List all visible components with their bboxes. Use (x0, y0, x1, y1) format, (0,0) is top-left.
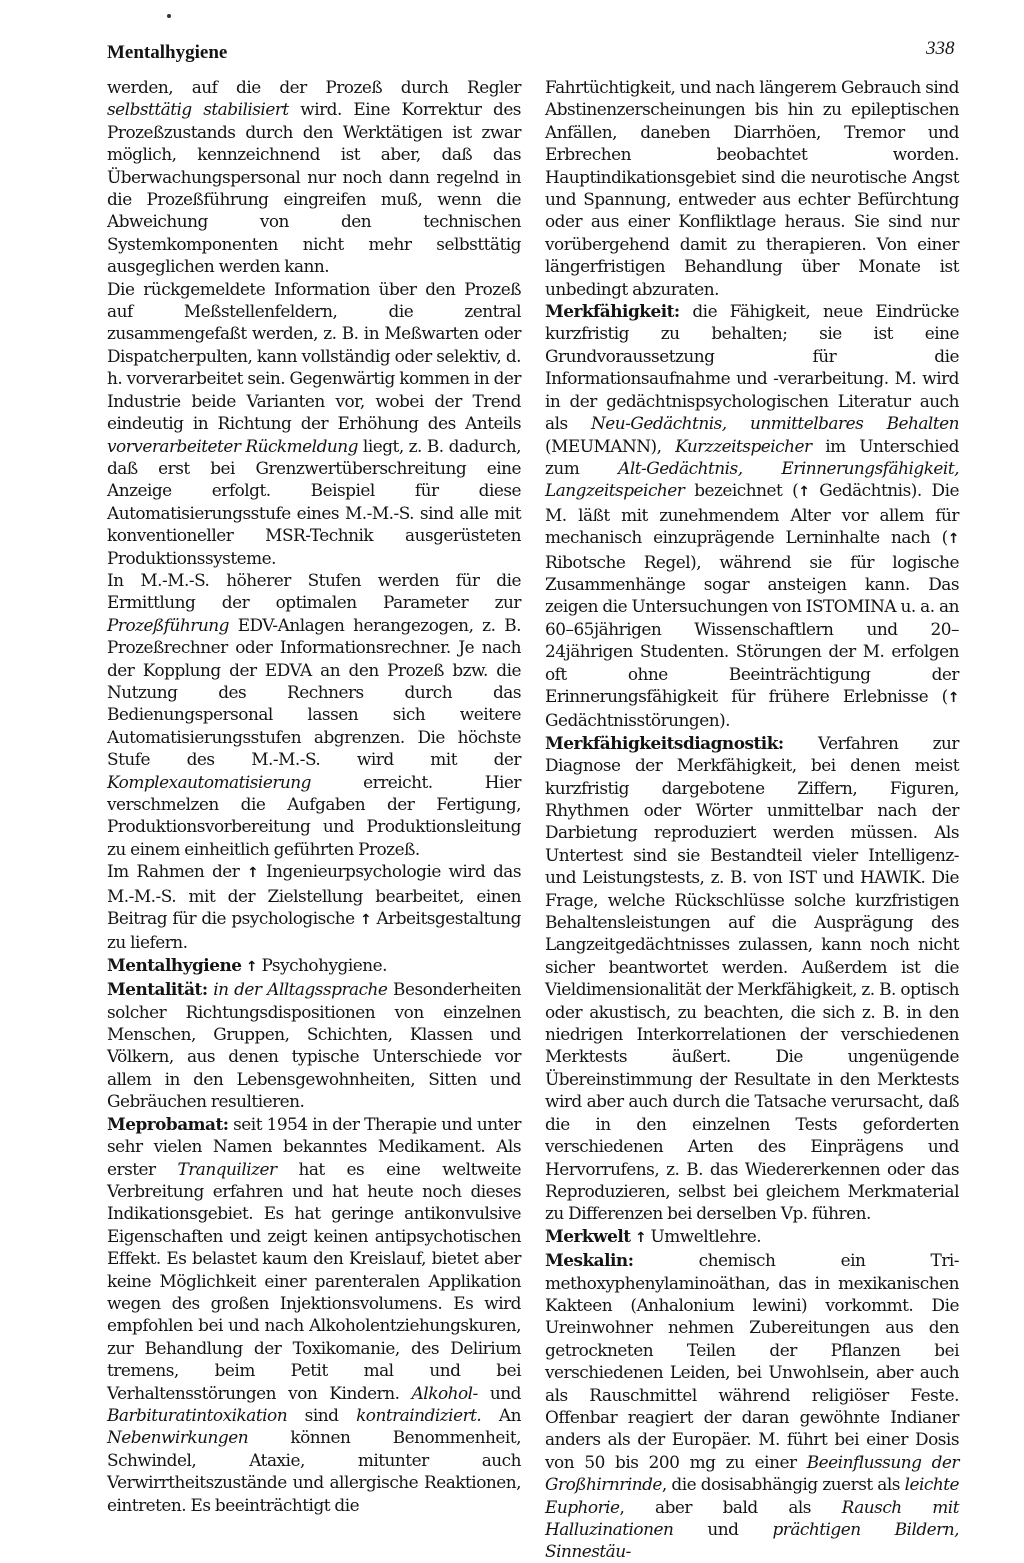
paragraph (545, 732, 959, 1225)
entry-headword: Mentalhygiene (107, 954, 242, 975)
text-run: können Benommenheit, Schwindel, Ataxie, mitunter auch Verwirrtheitszustände und allergische Reaktionen, eintreten. Es beeinträchtigt die (107, 1427, 521, 1515)
italic-term: Kurzzeitspeicher (675, 435, 812, 456)
text-run: und (477, 1382, 521, 1403)
text-run: hat es eine weltweite Verbreitung erfahren und hat heute noch dieses Indikationsgebiet. Es hat geringe antikonvulsive Eigenschaften und zeigt keinen antipsychotischen Effekt. Es belastet kaum den Kreislauf, bietet aber keine Möglichkeit einer parenteralen Applikation wegen des großen Injektionsvolumens. Es wird empfohlen bei und nach Alkoholentziehungskuren, zur Behandlung der Toxikomanie, des Delirium tremens, beim Petit mal und bei Verhaltensstörungen von Kindern. (107, 1158, 521, 1403)
text-run: (MEUMANN), (545, 435, 676, 456)
cross-reference-arrow-icon: ↑ (247, 865, 259, 882)
text-run: Die rückgemeldete Information über den Prozeß auf Meßstellenfeldern, die zentral zusammengefaßt werden, z. B. in Meßwarten oder Dispatcherpulten, kann vollständig oder selektiv, d. h. vorverarbeitet sein. Gegenwärtig kommen in der Industrie beide Varianten vor, wobei der Trend eindeutig in Richtung der Erhöhung des Anteils (107, 278, 521, 434)
paragraph (107, 978, 521, 1112)
italic-term: Komplexautomatisierung (107, 771, 311, 792)
text-run: chemisch ein Tri-methoxyphenylaminoäthan, das in mexikanischen Kakteen (Anhalonium lewini) vorkommt. Die Ureinwohner nehmen Zubereitungen aus den getrockneten Teilen der Pflanzen bei verschiedenen Leiden, bei Unwohlsein, aber auch als Rauschmittel während religiöser Feste. Offenbar reagiert der daran gewöhnte Indianer anders als der Europäer. M. führt bei einer Dosis von 50 bis 200 mg zu einer (545, 1250, 959, 1472)
running-head-word: Mentalhygiene (107, 42, 228, 63)
paragraph (107, 278, 521, 569)
text-run: Ingenieurpsychologie wird das M.-M.-S. mit der Zielstellung bearbeitet, einen Beitrag für die psychologische (107, 861, 521, 929)
cross-reference-arrow-icon: ↑ (245, 958, 258, 975)
italic-term: Nebenwirkungen (107, 1427, 249, 1448)
text-run: im Unterschied zum (545, 435, 959, 478)
paragraph (107, 860, 521, 954)
paragraph (545, 1225, 959, 1249)
paragraph (545, 76, 959, 300)
entry-headword: Mentalität: (107, 979, 208, 1000)
italic-term: kontraindiziert. (356, 1404, 482, 1425)
italic-term: leichte Euphorie (545, 1474, 959, 1517)
paragraph (107, 76, 521, 278)
text-run: sind (287, 1404, 357, 1425)
left-text-column (107, 76, 521, 1516)
text-run: wird. Eine Korrektur des Prozeßzustands durch den Werktätigen ist zwar möglich, kennzeichnend ist aber, daß das Überwachungspersonal nur noch dann regelnd in die Prozeßführung eingreifen muß, wenn die Abweichung von den technischen Systemkomponenten nicht mehr selbsttätig ausgeglichen werden kann. (107, 99, 521, 277)
paragraph (545, 1249, 959, 1563)
italic-term: vorverarbeiteter Rückmeldung (107, 435, 358, 456)
right-text-column (545, 76, 959, 1563)
text-run: Verfahren zur Diagnose der Merkfähigkeit, bei denen meist kurzfristig dargebotene Ziffern, Figuren, Rhythmen oder Wörter unmittelbar nach der Darbietung reproduziert werden müssen. Als Untertest sind sie Bestandteil vieler Intelligenz- und Leistungstests, z. B. von IST und HAWIK. Die Frage, welche Rückschlüsse solche kurzfristigen Behaltensleistungen auf die Ausprägung des Langzeitgedächtnisses zulassen, kann noch nicht sicher beantwortet werden. Außerdem ist die Vieldimensionalität der Merkfähigkeit, z. B. optisch oder akustisch, zu beachten, die sich z. B. in den niedrigen Interkorrelationen der verschiedenen Merktests äußert. Die ungenügende Übereinstimmung der Resultate in den Merktests wird aber auch durch die Tatsache verursacht, daß die in den einzelnen Tests geforderten verschiedenen Arten des Einprägens und Hervorrufens, z. B. das Wiedererkennen oder das Reproduzieren, selbst bei gleichem Merkmaterial zu Differenzen bei derselben Vp. führen. (545, 732, 959, 1224)
paragraph (107, 569, 521, 860)
text-run: Besonderheiten solcher Richtungsdispositionen von einzelnen Menschen, Gruppen, Schichten, Klassen und Völkern, aus denen typische Unterschiede vor allem in den Lebensgewohnheiten, Sitten und Gebräuchen resultieren. (107, 979, 521, 1112)
italic-term: selbsttätig stabilisiert (107, 99, 289, 120)
text-run: Psychohygiene. (257, 954, 387, 975)
text-run: liegt, z. B. dadurch, daß erst bei Grenzwertüberschreitung eine Anzeige erfolgt. Beispiel für diese Automatisierungsstufe eines M.-M.-S. sind alle mit konventioneller MSR-Technik ausgerüsteten Produktionssysteme. (107, 435, 521, 568)
text-run: , die dosisabhängig zuerst als (661, 1474, 905, 1495)
text-run: die Fähigkeit, neue Eindrücke kurzfristig zu behalten; sie ist eine Grundvoraussetzung für die Informationsaufnahme und -verarbeitung. M. wird in der gedächtnispsychologischen Literatur auch als (545, 301, 959, 434)
cross-reference-arrow-icon: ↑ (359, 912, 372, 929)
text-run: werden, auf die der Prozeß durch Regler (107, 77, 521, 97)
text-run: , aber bald als (619, 1496, 842, 1517)
italic-term: in der Alltagssprache (213, 979, 388, 1000)
text-run: bezeichnet ( (684, 480, 799, 501)
text-run: In M.-M.-S. höherer Stufen werden für die Ermittlung der optimalen Parameter zur (107, 569, 521, 613)
paragraph (545, 300, 959, 732)
text-run: Gedächtnis). Die M. läßt mit zunehmendem Alter vor allem für mechanisch einzuprägende Lerninhalte nach ( (545, 480, 959, 548)
italic-term: Alt-Gedächtnis, Erinnerungsfähigkeit, Langzeitspeicher (545, 457, 959, 501)
italic-term: Prozeßführung (107, 614, 229, 635)
italic-term: Barbituratintoxikation (107, 1404, 288, 1425)
cross-reference-arrow-icon: ↑ (947, 531, 959, 548)
text-run: Fahrtüchtigkeit, und nach längerem Gebrauch sind Abstinenzerscheinungen bis hin zu epileptischen Anfällen, daneben Diarrhöen, Tremor und Erbrechen beobachtet worden. Hauptindikationsgebiet sind die neurotische Angst und Spannung, entweder aus echter Befürchtung oder aus einer Konfliktlage heraus. Sie sind nur vorübergehend damit zu therapieren. Von einer längerfristigen Behandlung über Monate ist unbedingt abzuraten. (545, 77, 959, 299)
text-run: Gedächtnisstörungen). (545, 710, 731, 731)
text-run: seit 1954 in der Therapie und unter sehr vielen Namen bekanntes Medikament. Als erster (107, 1113, 521, 1179)
italic-term: Alkohol- (411, 1382, 478, 1403)
print-speck (167, 14, 171, 18)
text-run: Umweltlehre. (646, 1225, 762, 1246)
paragraph (107, 954, 521, 978)
cross-reference-arrow-icon: ↑ (634, 1229, 647, 1246)
text-run: EDV-Anlagen herangezogen, z. B. Prozeßrechner oder Informationsrechner. Je nach der Kopplung der EDVA an den Prozeß bzw. die Nutzung des Rechners durch das Bedienungspersonal lassen sich weitere Automatisierungsstufen abgrenzen. Die höchste Stufe des M.-M.-S. wird mit der (107, 614, 521, 770)
page-number: 338 (926, 38, 955, 59)
text-run: erreicht. Hier verschmelzen die Aufgaben der Fertigung, Produktionsvorbereitung und Produktionsleitung zu einem einheitlich geführten Prozeß. (107, 771, 521, 859)
italic-term: Tranquilizer (177, 1158, 277, 1179)
text-run: Im Rahmen der (107, 861, 248, 882)
text-run: Arbeitsgestaltung zu liefern. (107, 908, 521, 953)
entry-headword: Meprobamat: (107, 1113, 229, 1134)
entry-headword: Meskalin: (545, 1250, 634, 1271)
text-run: An (481, 1404, 521, 1425)
italic-term: Neu-Gedächtnis, unmittelbares Behalten (590, 413, 959, 434)
italic-term: Beeinflussung der Großhirnrinde (545, 1451, 959, 1495)
italic-term: Rausch mit Halluzinationen (545, 1496, 959, 1539)
entry-headword: Merkwelt (545, 1225, 631, 1246)
text-run: Ribotsche Regel), während sie für logische Zusammenhänge sogar ansteigen kann. Das zeigen die Untersuchungen von ISTOMINA u. a. an 60–65jährigen Wissenschaftlern und 20–24jährigen Studenten. Störungen der M. erfolgen oft ohne Beeinträchtigung der Erinnerungsfähigkeit für frühere Erlebnisse ( (545, 551, 959, 706)
cross-reference-arrow-icon: ↑ (798, 484, 810, 501)
entry-headword: Merkfähigkeit: (545, 301, 680, 322)
text-run: und (673, 1519, 773, 1539)
italic-term: prächtigen Bildern, Sinnestäu- (545, 1519, 959, 1562)
cross-reference-arrow-icon: ↑ (947, 689, 959, 706)
paragraph (107, 1113, 521, 1516)
entry-headword: Merkfähigkeitsdiagnostik: (545, 732, 784, 753)
